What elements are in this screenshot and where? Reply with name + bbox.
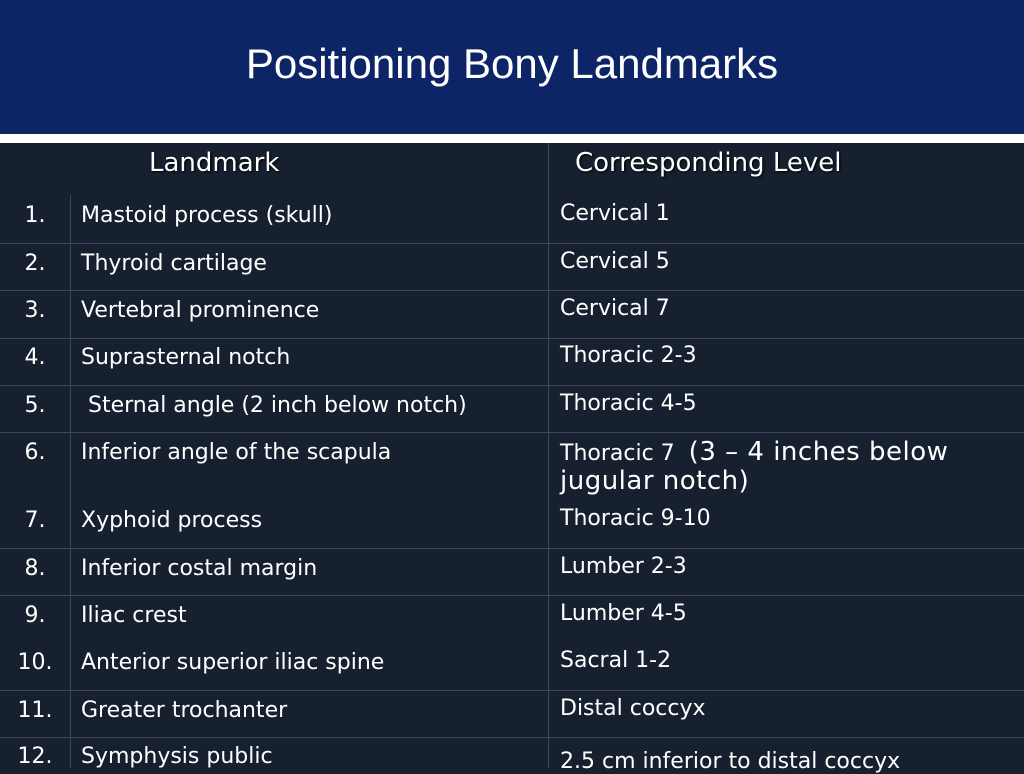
level-cell: Thoracic 2-3: [560, 343, 697, 368]
landmark-cell: Symphysis public: [81, 744, 273, 769]
row-divider: [0, 338, 1024, 339]
level-cell: Lumber 2-3: [560, 554, 687, 579]
level-cell: 2.5 cm inferior to distal coccyx: [560, 749, 901, 774]
row-number: 9.: [24, 603, 46, 628]
landmark-table: [0, 143, 1024, 774]
landmark-cell: Vertebral prominence: [81, 298, 320, 323]
row-divider: [0, 690, 1024, 691]
landmark-cell: Suprasternal notch: [81, 345, 291, 370]
row-number: 11.: [17, 698, 53, 723]
row-divider: [0, 595, 1024, 596]
row-divider: [0, 737, 1024, 738]
level-cell: Cervical 1: [560, 201, 670, 226]
row-number: 12.: [17, 744, 53, 769]
level-text: Thoracic 7: [560, 441, 675, 466]
row-number: 10.: [17, 650, 53, 675]
landmark-cell: Anterior superior iliac spine: [81, 650, 385, 675]
row-divider: [0, 290, 1024, 291]
level-cell: Cervical 7: [560, 296, 670, 321]
row-number: 3.: [24, 298, 46, 323]
row-divider: [0, 548, 1024, 549]
landmark-cell: Inferior costal margin: [81, 556, 318, 581]
column-divider-level: [548, 143, 549, 768]
level-cell: Distal coccyx: [560, 696, 706, 721]
header-corresponding-level: Corresponding Level: [575, 148, 842, 178]
row-divider: [0, 432, 1024, 433]
row-number: 4.: [24, 345, 46, 370]
landmark-cell: Iliac crest: [81, 603, 187, 628]
landmark-cell: Sternal angle (2 inch below notch): [81, 393, 467, 418]
row-divider: [0, 385, 1024, 386]
row-number: 2.: [24, 251, 46, 276]
landmark-cell: Mastoid process (skull): [81, 203, 333, 228]
landmark-cell: Greater trochanter: [81, 698, 288, 723]
level-cell: Cervical 5: [560, 249, 670, 274]
level-cell: Sacral 1-2: [560, 648, 672, 673]
title-bar: [0, 0, 1024, 134]
title-divider: [0, 134, 1024, 143]
column-divider-number: [70, 195, 71, 768]
landmark-cell: Xyphoid process: [81, 508, 263, 533]
row-number: 1.: [24, 203, 46, 228]
row-number: 6.: [24, 440, 46, 465]
header-landmark: Landmark: [149, 148, 280, 178]
level-note-continued: jugular notch): [560, 466, 750, 496]
row-number: 8.: [24, 556, 46, 581]
landmark-cell: Thyroid cartilage: [81, 251, 267, 276]
row-divider: [0, 243, 1024, 244]
landmark-cell: Inferior angle of the scapula: [81, 440, 392, 465]
level-cell: Lumber 4-5: [560, 601, 687, 626]
level-cell: Thoracic 4-5: [560, 391, 697, 416]
level-cell: Thoracic 9-10: [560, 506, 711, 531]
page-title: Positioning Bony Landmarks: [245, 40, 779, 87]
level-cell: [560, 437, 948, 467]
row-number: 7.: [24, 508, 46, 533]
level-note: (3 – 4 inches below: [688, 437, 949, 467]
row-number: 5.: [24, 393, 46, 418]
